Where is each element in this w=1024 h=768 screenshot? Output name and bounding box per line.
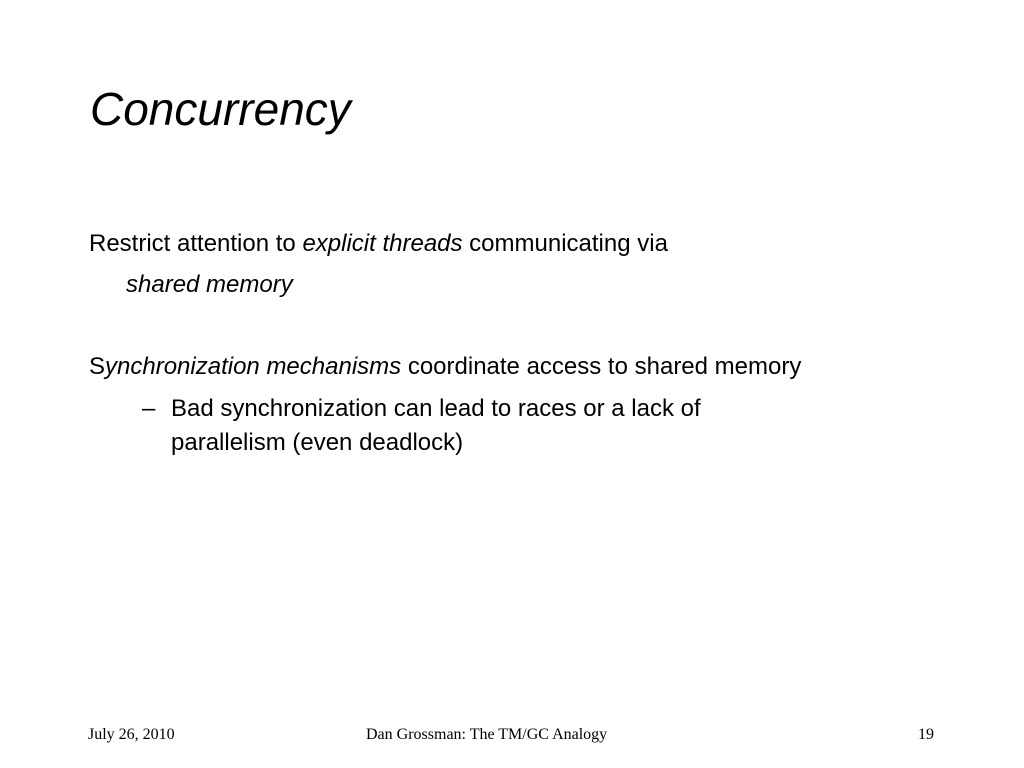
bullet-text-suffix: communicating via [462,230,668,257]
bullet-text-prefix: Restrict attention to [89,230,303,257]
footer-page-number: 19 [918,726,934,743]
bullet-text-suffix: coordinate access to shared memory [401,353,802,380]
bullet-continuation-shared-memory: shared memory [126,271,293,298]
bullet-text-emphasis: ynchronization mechanisms [105,353,402,380]
bullet-explicit-threads [89,227,668,261]
subbullet-bad-synchronization [142,392,701,426]
subbullet-dash: – [142,395,156,422]
subbullet-text: Bad synchronization can lead to races or a lack of [171,395,701,422]
footer-title: Dan Grossman: The TM/GC Analogy [366,726,608,743]
footer-date: July 26, 2010 [88,726,175,743]
bullet-text-prefix: S [89,353,106,380]
bullet-text-emphasis: explicit threads [302,230,463,257]
bullet-synchronization [89,350,801,384]
slide-title: Concurrency [90,83,351,135]
subbullet-continuation: parallelism (even deadlock) [171,429,464,456]
